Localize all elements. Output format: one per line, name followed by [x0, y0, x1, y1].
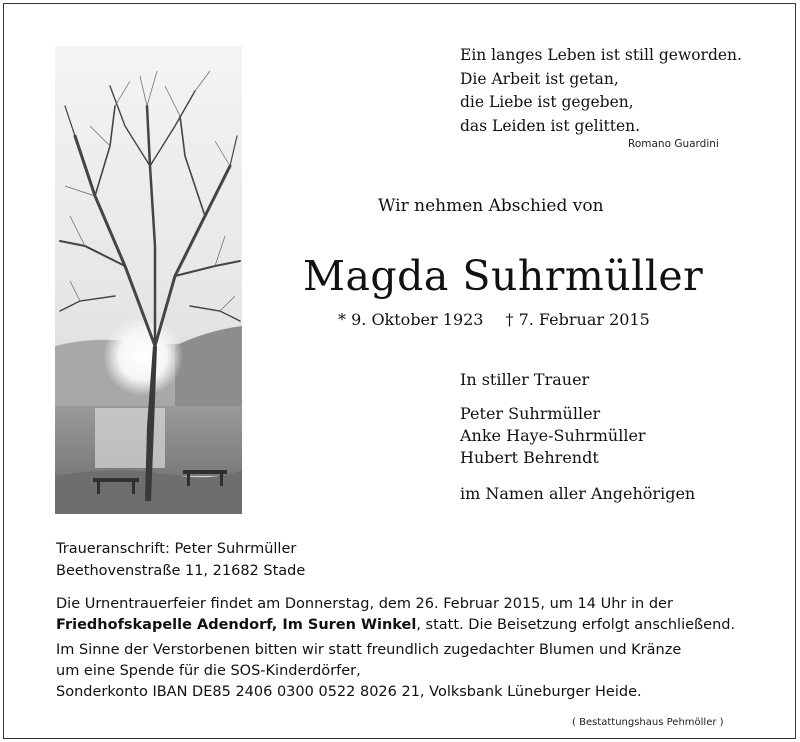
- ceremony-location: Friedhofskapelle Adendorf, Im Suren Winkel: [56, 617, 417, 633]
- ceremony-line: Die Urnentrauerfeier findet am Donnerstag, dem 26. Februar 2015, um 14 Uhr in der: [56, 596, 673, 612]
- poem-line: die Liebe ist gegeben,: [460, 93, 634, 111]
- poem-line: das Leiden ist gelitten.: [460, 116, 641, 135]
- mourners-closing: im Namen aller Angehörigen: [460, 484, 696, 503]
- deceased-name: Magda Suhrmüller: [303, 252, 704, 300]
- poem-line: Ein langes Leben ist still geworden.: [460, 46, 742, 64]
- tree-photo: [55, 46, 242, 514]
- poem: [460, 44, 742, 138]
- ceremony-location-line: [56, 615, 735, 636]
- ceremony-notice: [56, 594, 735, 703]
- mourner-name: Anke Haye-Suhrmüller: [460, 426, 646, 445]
- mourners-heading: In stiller Trauer: [460, 370, 590, 389]
- birth-date: * 9. Oktober 1923: [338, 310, 484, 329]
- funeral-home: ( Bestattungshaus Pehmöller ): [572, 717, 724, 728]
- donation-line: Im Sinne der Verstorbenen bitten wir statt freundlich zugedachter Blumen und Kränze: [56, 642, 682, 658]
- address-line: Beethovenstraße 11, 21682 Stade: [56, 563, 306, 579]
- mourner-name: Peter Suhrmüller: [460, 404, 601, 423]
- death-date: † 7. Februar 2015: [505, 310, 650, 329]
- poem-line: Die Arbeit ist getan,: [460, 69, 619, 88]
- address-line: Traueranschrift: Peter Suhrmüller: [56, 541, 297, 557]
- farewell-intro: Wir nehmen Abschied von: [378, 196, 604, 216]
- donation-account: Sonderkonto IBAN DE85 2406 0300 0522 8026 21, Volksbank Lüneburger Heide.: [56, 684, 642, 700]
- ceremony-line-rest: , statt. Die Beisetzung erfolgt anschließend.: [416, 617, 736, 633]
- poem-author: Romano Guardini: [628, 138, 719, 150]
- life-dates: [338, 310, 650, 329]
- mourner-name: Hubert Behrendt: [460, 448, 599, 467]
- mourning-address: [56, 538, 305, 582]
- mourners-block: [460, 369, 695, 505]
- donation-line: um eine Spende für die SOS-Kinderdörfer,: [56, 663, 361, 679]
